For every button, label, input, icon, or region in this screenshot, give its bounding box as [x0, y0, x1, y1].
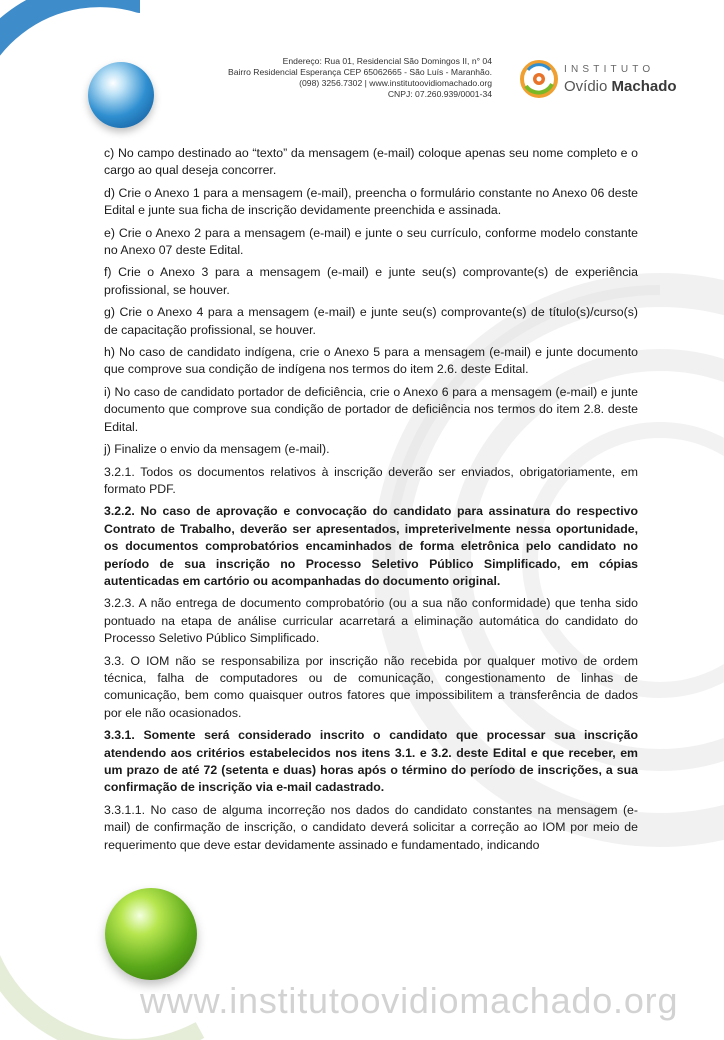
address-line-4: CNPJ: 07.260.939/0001-34 — [387, 89, 492, 99]
paragraph-3-3: 3.3. O IOM não se responsabiliza por inscrição não recebida por qualquer motivo de ordem técnica, falha de computadores ou de comunicação, congestionamento de linhas de comunicação, bem como quaisquer outros fatores que impossibilitem a transferência de dados por ele não ocasionados. — [104, 653, 638, 720]
document-body — [104, 145, 638, 859]
paragraph-c: c) No campo destinado ao “texto” da mensagem (e-mail) coloque apenas seu nome completo e o cargo ao qual deseja concorrer. — [104, 146, 638, 178]
address-line-1: Endereço: Rua 01, Residencial São Domingos II, n° 04 — [282, 56, 492, 66]
paragraph-f: f) Crie o Anexo 3 para a mensagem (e-mail) e junte seu(s) comprovante(s) de experiência profissional, se houver. — [104, 265, 638, 297]
logo-name-regular: Ovídio — [564, 78, 608, 95]
paragraph-i: i) No caso de candidato portador de deficiência, crie o Anexo 6 para a mensagem (e-mail) e junte documento que comprove sua condição de portador de deficiência nos termos do item 2.8. deste Edital. — [104, 384, 638, 434]
address-line-2: Bairro Residencial Esperança CEP 65062665 - São Luís - Maranhão. — [227, 67, 492, 77]
logo-mark-icon — [518, 58, 560, 100]
paragraph-3-2-2: 3.2.2. No caso de aprovação e convocação do candidato para assinatura do respectivo Contrato de Trabalho, deverão ser apresentados, impreterivelmente nessa oportunidade, os documentos comprobatórios encaminhados de forma eletrônica pelo candidato no período de sua inscrição no Processo Seletivo Público Simplificado, em cópias autenticadas em cartório ou acompanhadas do documento original. — [104, 504, 638, 588]
paragraph-3-2-3: 3.2.3. A não entrega de documento comprobatório (ou a sua não conformidade) que tenha sido pontuado na etapa de análise curricular acarretará a eliminação automática do candidato do Processo Seletivo Público Simplificado. — [104, 596, 638, 646]
paragraph-g: g) Crie o Anexo 4 para a mensagem (e-mail) e junte seu(s) comprovante(s) de título(s)/curso(s) de capacitação profissional, se houver. — [104, 305, 638, 337]
blue-sphere-decoration — [88, 62, 154, 128]
paragraph-3-2-1: 3.2.1. Todos os documentos relativos à inscrição deverão ser enviados, obrigatoriamente, em formato PDF. — [104, 464, 638, 496]
logo-name-bold: Machado — [611, 78, 677, 95]
paragraph-3-3-1: 3.3.1. Somente será considerado inscrito o candidato que processar sua inscrição atendendo aos critérios estabelecidos nos itens 3.1. e 3.2. deste Edital e que receber, em um prazo de até 72 (setenta e duas) horas após o término do período de inscrições, a sua confirmação de inscrição via e-mail cadastrado. — [104, 728, 638, 795]
paragraph-3-3-1-1: 3.3.1.1. No caso de alguma incorreção nos dados do candidato constantes na mensagem (e-mail) de confirmação de inscrição, o candidato deverá solicitar a correção ao IOM por meio de requerimento que deve estar devidamente assinado e fundamentado, indicando — [104, 802, 638, 852]
paragraph-d: d) Crie o Anexo 1 para a mensagem (e-mail), preencha o formulário constante no Anexo 06 deste Edital e junte sua ficha de inscrição devidamente preenchida e assinada. — [104, 185, 638, 218]
paragraph-j: j) Finalize o envio da mensagem (e-mail). — [104, 442, 330, 457]
instituto-logo — [518, 58, 693, 102]
address-line-3: (098) 3256.7302 | www.institutoovidiomachado.org — [299, 78, 492, 88]
logo-name — [564, 78, 677, 95]
blue-arc-decoration — [0, 0, 140, 140]
paragraph-h: h) No caso de candidato indígena, crie o Anexo 5 para a mensagem (e-mail) e junte documento que comprove sua condição de indígena nos termos do item 2.6. deste Edital. — [104, 345, 638, 377]
footer-website-url: www.institutoovidiomachado.org — [140, 980, 679, 1021]
logo-top-text: INSTITUTO — [564, 64, 655, 75]
paragraph-e: e) Crie o Anexo 2 para a mensagem (e-mail) e junte o seu currículo, conforme modelo constante no Anexo 07 deste Edital. — [104, 225, 638, 258]
header-address — [170, 56, 492, 100]
green-sphere-decoration — [105, 888, 197, 980]
